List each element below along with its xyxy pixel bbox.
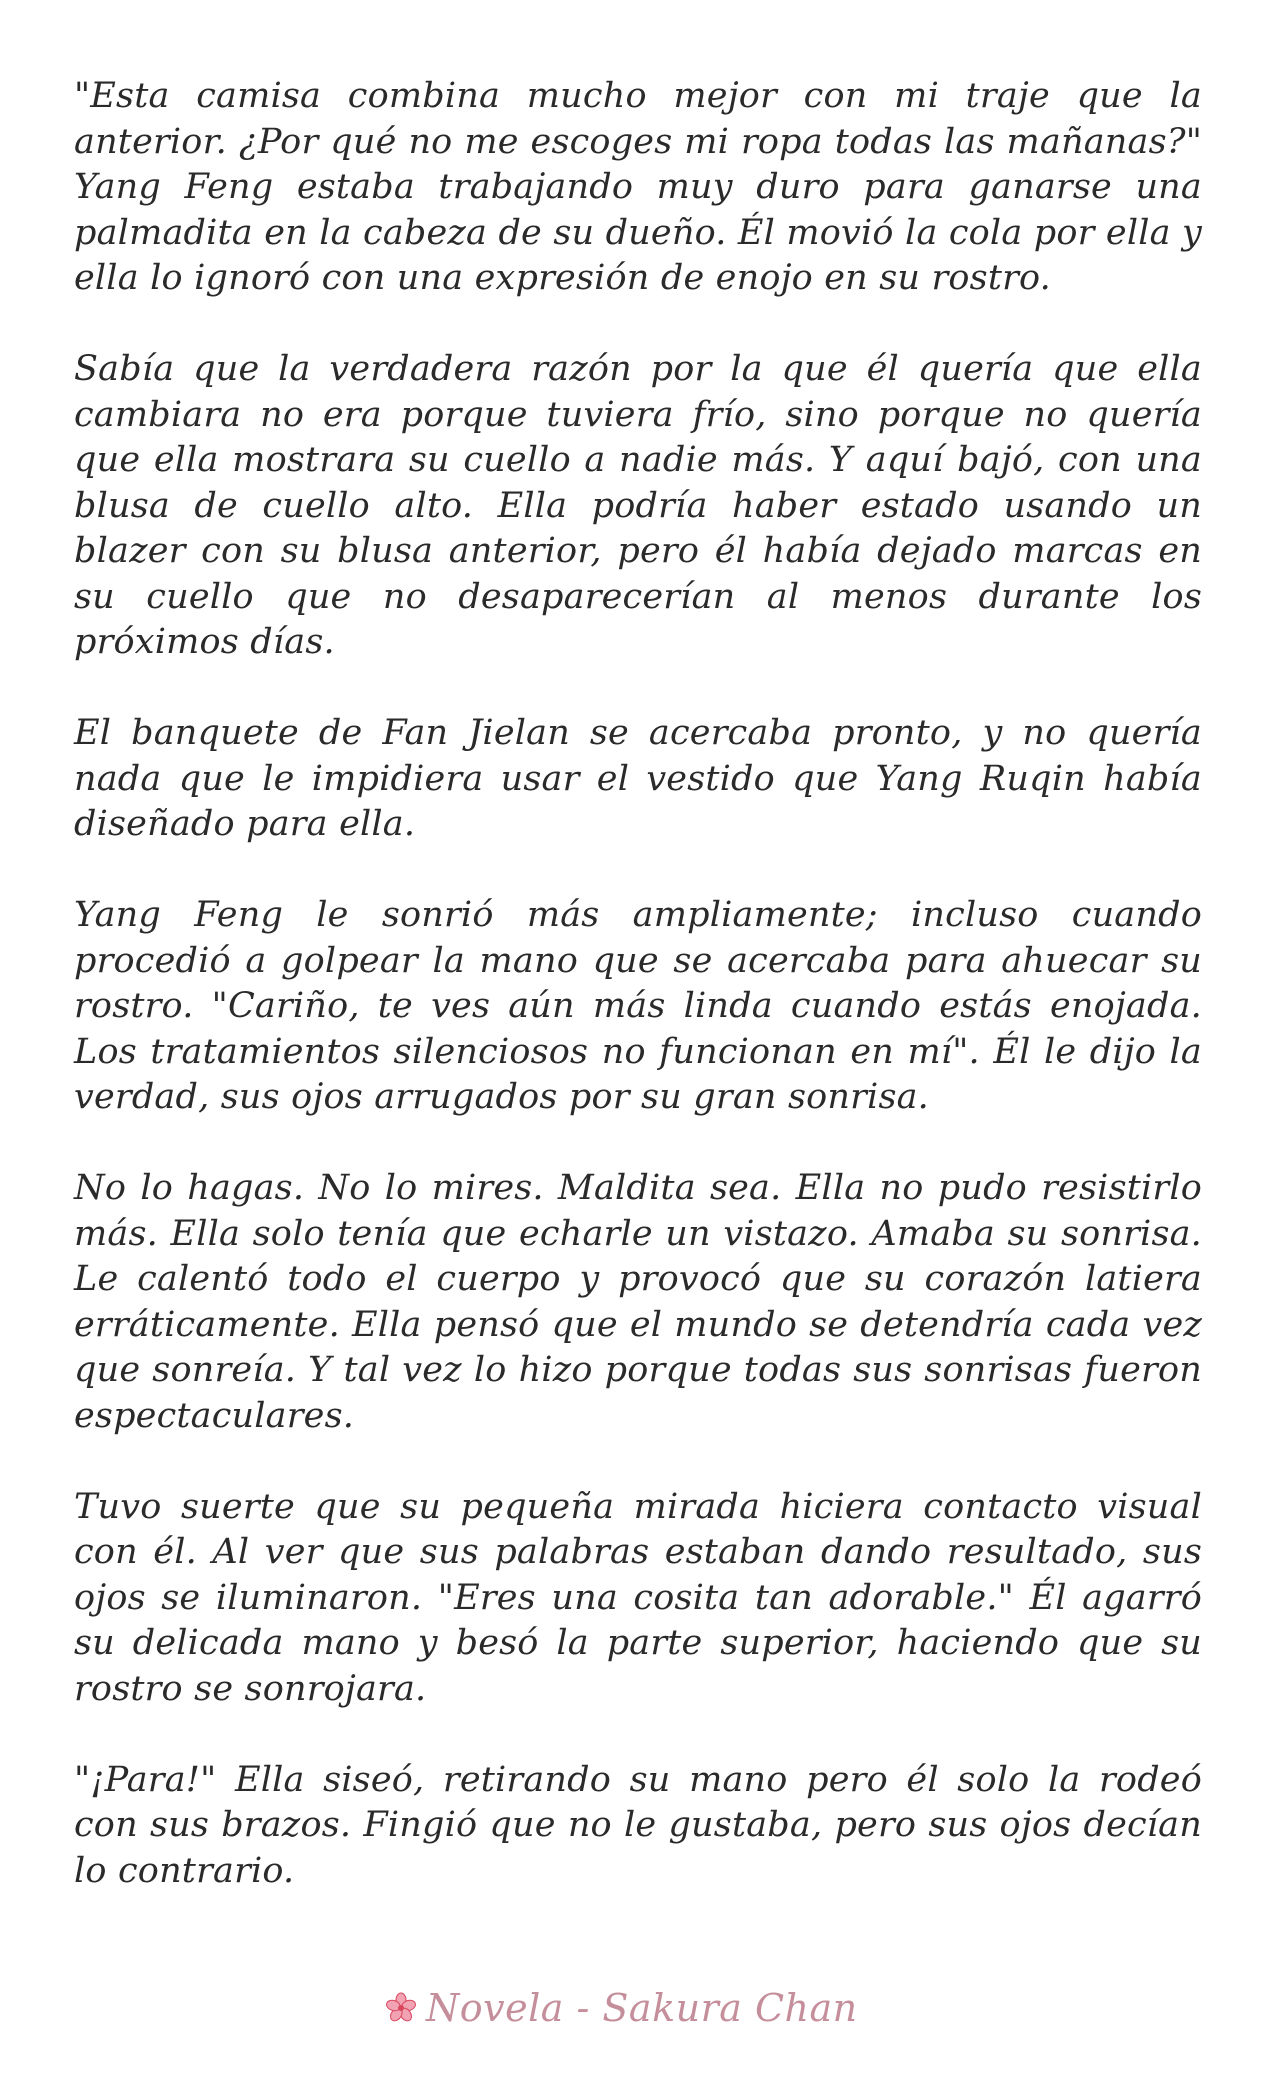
paragraph: No lo hagas. No lo mires. Maldita sea. Ella no pudo resistirlo más. Ella solo tenía que echarle un vistazo. Amaba su sonrisa. Le calentó todo el cuerpo y provocó que su corazón latiera erráticamente. Ella pensó que el mundo se detendría cada vez que sonreía. Y tal vez lo hizo porque todas sus sonrisas fueron espectaculares.	[74, 1168, 1202, 1436]
watermark-text: Novela - Sakura Chan	[426, 1986, 858, 2030]
document-body	[74, 74, 1202, 1894]
watermark	[384, 1983, 858, 2033]
paragraph: Yang Feng le sonrió más ampliamente; incluso cuando procedió a golpear la mano que se acercaba para ahuecar su rostro. "Cariño, te ves aún más linda cuando estás enojada. Los tratamientos silenciosos no funcionan en mí". Él le dijo la verdad, sus ojos arrugados por su gran sonrisa.	[74, 895, 1202, 1117]
paragraph: "Esta camisa combina mucho mejor con mi traje que la anterior. ¿Por qué no me escoges mi ropa todas las mañanas?" Yang Feng estaba trabajando muy duro para ganarse una palmadita en la cabeza de su dueño. Él movió la cola por ella y ella lo ignoró con una expresión de enojo en su rostro.	[74, 76, 1202, 298]
paragraph: El banquete de Fan Jielan se acercaba pronto, y no quería nada que le impidiera usar el vestido que Yang Ruqin había diseñado para ella.	[74, 713, 1202, 844]
paragraph: "¡Para!" Ella siseó, retirando su mano pero él solo la rodeó con sus brazos. Fingió que no le gustaba, pero sus ojos decían lo contrario.	[74, 1759, 1202, 1891]
sakura-flower-icon	[384, 1991, 418, 2025]
paragraph: Tuvo suerte que su pequeña mirada hiciera contacto visual con él. Al ver que sus palabras estaban dando resultado, sus ojos se iluminaron. "Eres una cosita tan adorable." Él agarró su delicada mano y besó la parte superior, haciendo que su rostro se sonrojara.	[74, 1486, 1202, 1709]
paragraph: Sabía que la verdadera razón por la que él quería que ella cambiara no era porque tuviera frío, sino porque no quería que ella mostrara su cuello a nadie más. Y aquí bajó, con una blusa de cuello alto. Ella podría haber estado usando un blazer con su blusa anterior, pero él había dejado marcas en su cuello que no desaparecerían al menos durante los próximos días.	[74, 349, 1202, 662]
